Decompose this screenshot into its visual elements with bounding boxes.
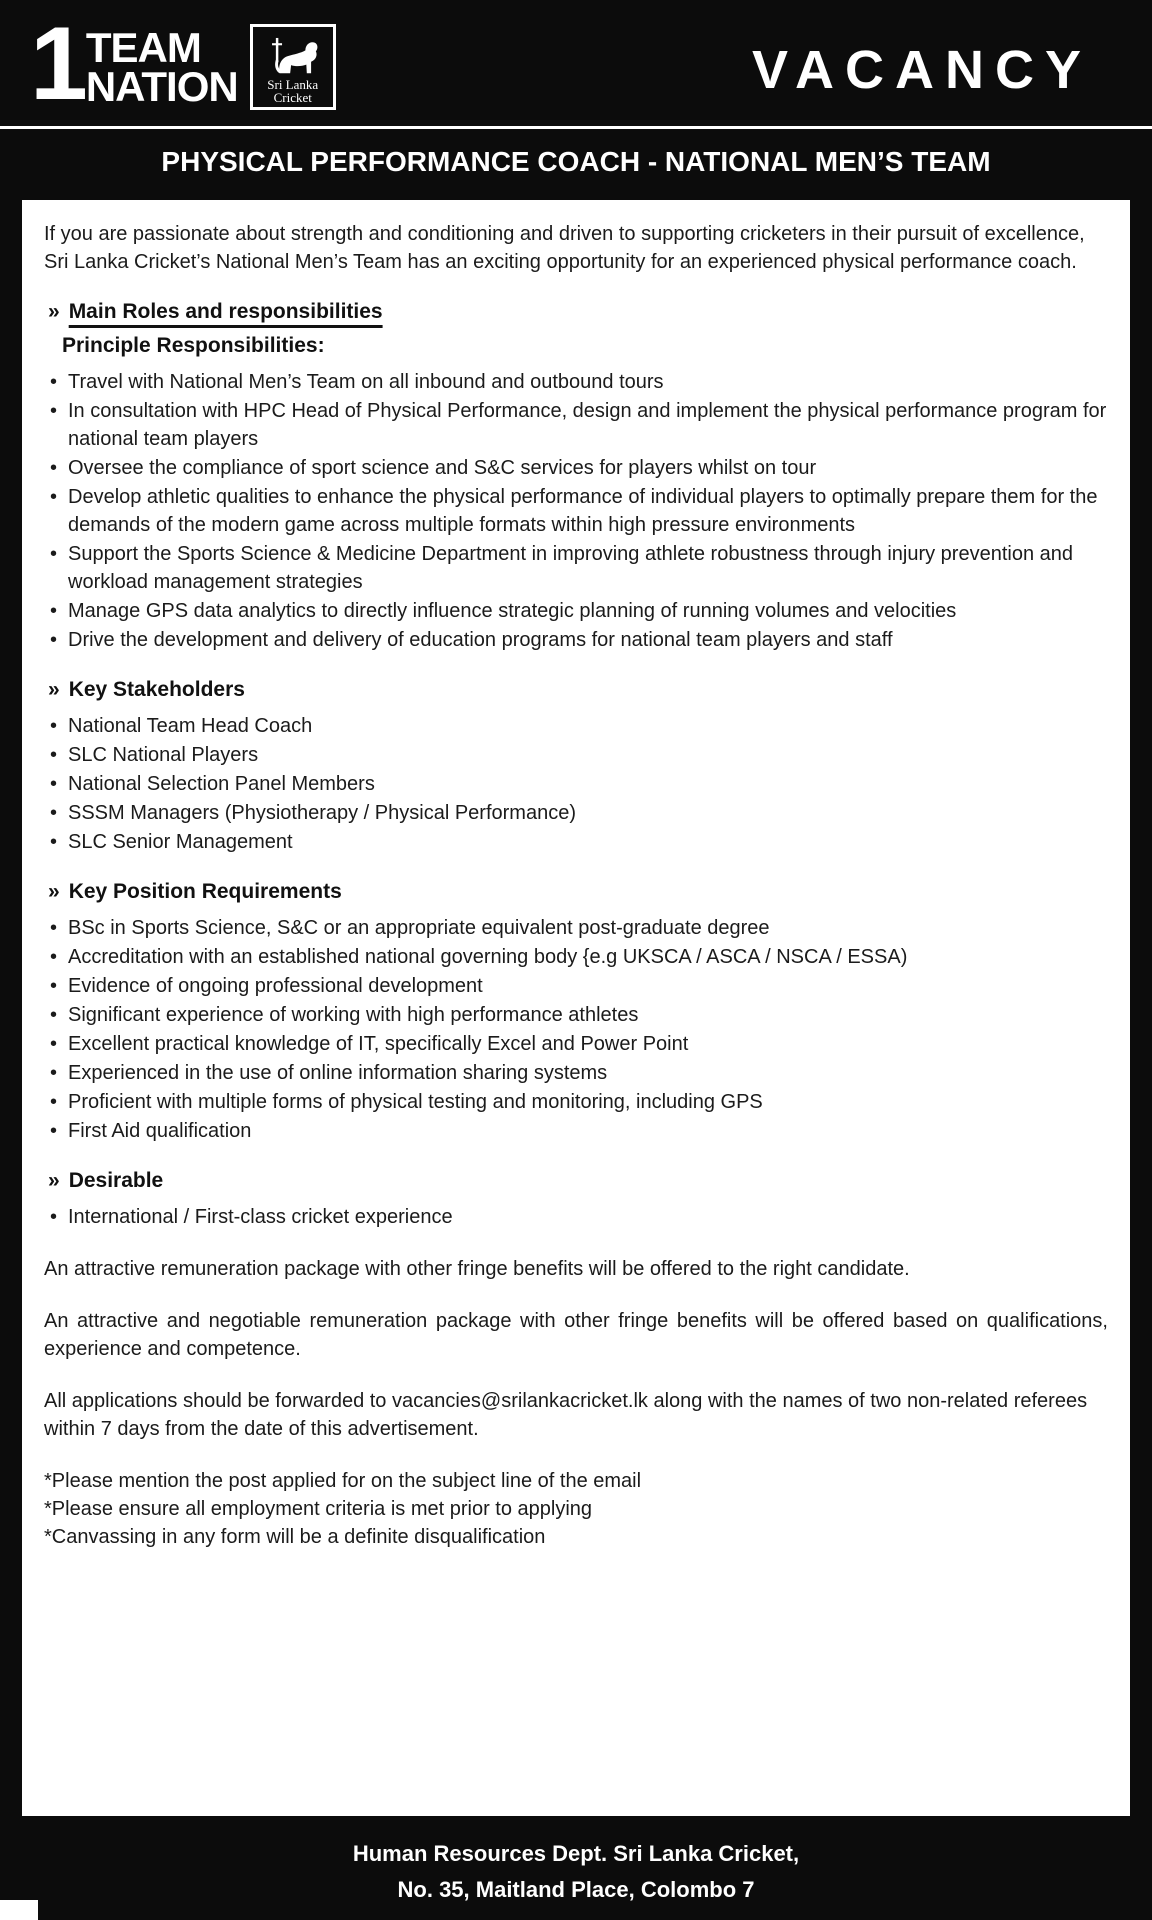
footer-line-1: Human Resources Dept. Sri Lanka Cricket, xyxy=(352,1841,800,1866)
chevron-icon: » xyxy=(48,678,60,701)
section-heading-key-stakeholders xyxy=(48,678,1116,702)
bullet-item: • International / First-class cricket experience xyxy=(44,1203,1108,1231)
content-panel xyxy=(22,200,1130,1816)
bullet-list-key-stakeholders xyxy=(36,712,1116,856)
note-line: *Please mention the post applied for on the subject line of the email xyxy=(44,1470,642,1492)
bullet-item: • Support the Sports Science & Medicine Department in improving athlete robustness through injury prevention and workload management strategies xyxy=(44,540,1108,596)
section-heading-key-position-requirements xyxy=(48,880,1116,904)
bullet-item: • Develop athletic qualities to enhance the physical performance of individual players to optimally prepare them for the demands of the modern game across multiple formats within high pressure environments xyxy=(44,483,1108,539)
notes-block xyxy=(44,1467,1108,1551)
chevron-icon: » xyxy=(48,1169,60,1192)
bullet-item: • Excellent practical knowledge of IT, specifically Excel and Power Point xyxy=(44,1030,1108,1058)
chevron-icon: » xyxy=(48,300,60,323)
note-line: *Please ensure all employment criteria is met prior to applying xyxy=(44,1498,593,1520)
header xyxy=(0,0,1152,126)
bullet-item: • Experienced in the use of online information sharing systems xyxy=(44,1059,1108,1087)
brand-logo xyxy=(30,6,336,123)
bullet-list-main-roles xyxy=(36,368,1116,654)
remuneration-paragraph-1: An attractive remuneration package with other fringe benefits will be offered to the right candidate. xyxy=(44,1258,910,1280)
badge-text xyxy=(267,78,318,105)
section-main-roles xyxy=(36,300,1116,654)
bullet-item: • Drive the development and delivery of education programs for national team players and staff xyxy=(44,626,1108,654)
bullet-item: • BSc in Sports Science, S&C or an appropriate equivalent post-graduate degree xyxy=(44,914,1108,942)
bullet-item: • Travel with National Men’s Team on all inbound and outbound tours xyxy=(44,368,1108,396)
footer-line-2: No. 35, Maitland Place, Colombo 7 xyxy=(397,1877,755,1902)
bullet-item: • National Selection Panel Members xyxy=(44,770,1108,798)
corner-accent xyxy=(0,1900,38,1920)
footer xyxy=(0,1816,1152,1920)
chevron-icon: » xyxy=(48,880,60,903)
bullet-item: • National Team Head Coach xyxy=(44,712,1108,740)
section-key-stakeholders xyxy=(36,678,1116,856)
section-heading-label: Desirable xyxy=(68,1169,164,1192)
applications-paragraph: All applications should be forwarded to vacancies@srilankacricket.lk along with the names of two non-related referees within 7 days from the date of this advertisement. xyxy=(44,1390,1088,1440)
section-heading-label: Main Roles and responsibilities xyxy=(68,300,383,323)
bullet-item: • Accreditation with an established national governing body {e.g UKSCA / ASCA / NSCA / ESSA) xyxy=(44,943,1108,971)
remuneration-paragraph-2: An attractive and negotiable remuneration package with other fringe benefits will be offered based on qualifications, experience and competence. xyxy=(44,1310,1108,1360)
section-heading-main-roles xyxy=(48,300,1116,324)
intro-paragraph: If you are passionate about strength and conditioning and driven to supporting cricketers in their pursuit of excellence, Sri Lanka Cricket’s National Men’s Team has an exciting opportunity for an experienced physical performance coach. xyxy=(44,223,1085,273)
bullet-list-desirable xyxy=(36,1203,1116,1231)
badge-line-2: Cricket xyxy=(273,89,312,105)
badge-line-1: Sri Lanka xyxy=(267,76,319,92)
bullet-item: • SLC Senior Management xyxy=(44,828,1108,856)
bullet-item: • Oversee the compliance of sport science and S&C services for players whilst on tour xyxy=(44,454,1108,482)
section-heading-label: Key Stakeholders xyxy=(68,678,245,701)
section-desirable xyxy=(36,1169,1116,1231)
bullet-item: • Manage GPS data analytics to directly influence strategic planning of running volumes and velocities xyxy=(44,597,1108,625)
bullet-item: • First Aid qualification xyxy=(44,1117,1108,1145)
subsection-heading-principle-responsibilities: Principle Responsibilities: xyxy=(62,334,325,357)
bullet-item: • SLC National Players xyxy=(44,741,1108,769)
section-key-position-requirements xyxy=(36,880,1116,1145)
brand-numeral: 1 xyxy=(30,6,84,123)
sri-lanka-cricket-logo xyxy=(250,24,336,110)
note-line: *Canvassing in any form will be a definite disqualification xyxy=(44,1526,546,1548)
section-heading-desirable xyxy=(48,1169,1116,1193)
brand-wordmark xyxy=(85,24,238,110)
vacancy-label: VACANCY xyxy=(751,40,1092,100)
bullet-item: • Significant experience of working with high performance athletes xyxy=(44,1001,1108,1029)
title-band xyxy=(0,129,1152,200)
brand-word-team: TEAM xyxy=(85,24,201,72)
lion-with-sword-icon xyxy=(267,37,319,77)
bullet-item: • Evidence of ongoing professional development xyxy=(44,972,1108,1000)
bullet-item: • SSSM Managers (Physiotherapy / Physical Performance) xyxy=(44,799,1108,827)
page-title: PHYSICAL PERFORMANCE COACH - NATIONAL MEN’S TEAM xyxy=(161,146,991,177)
bullet-item: • In consultation with HPC Head of Physical Performance, design and implement the physical performance program for national team players xyxy=(44,397,1108,453)
section-heading-label: Key Position Requirements xyxy=(68,880,342,903)
bullet-item: • Proficient with multiple forms of physical testing and monitoring, including GPS xyxy=(44,1088,1108,1116)
bullet-list-key-position-requirements xyxy=(36,914,1116,1145)
brand-word-nation: NATION xyxy=(85,63,238,110)
